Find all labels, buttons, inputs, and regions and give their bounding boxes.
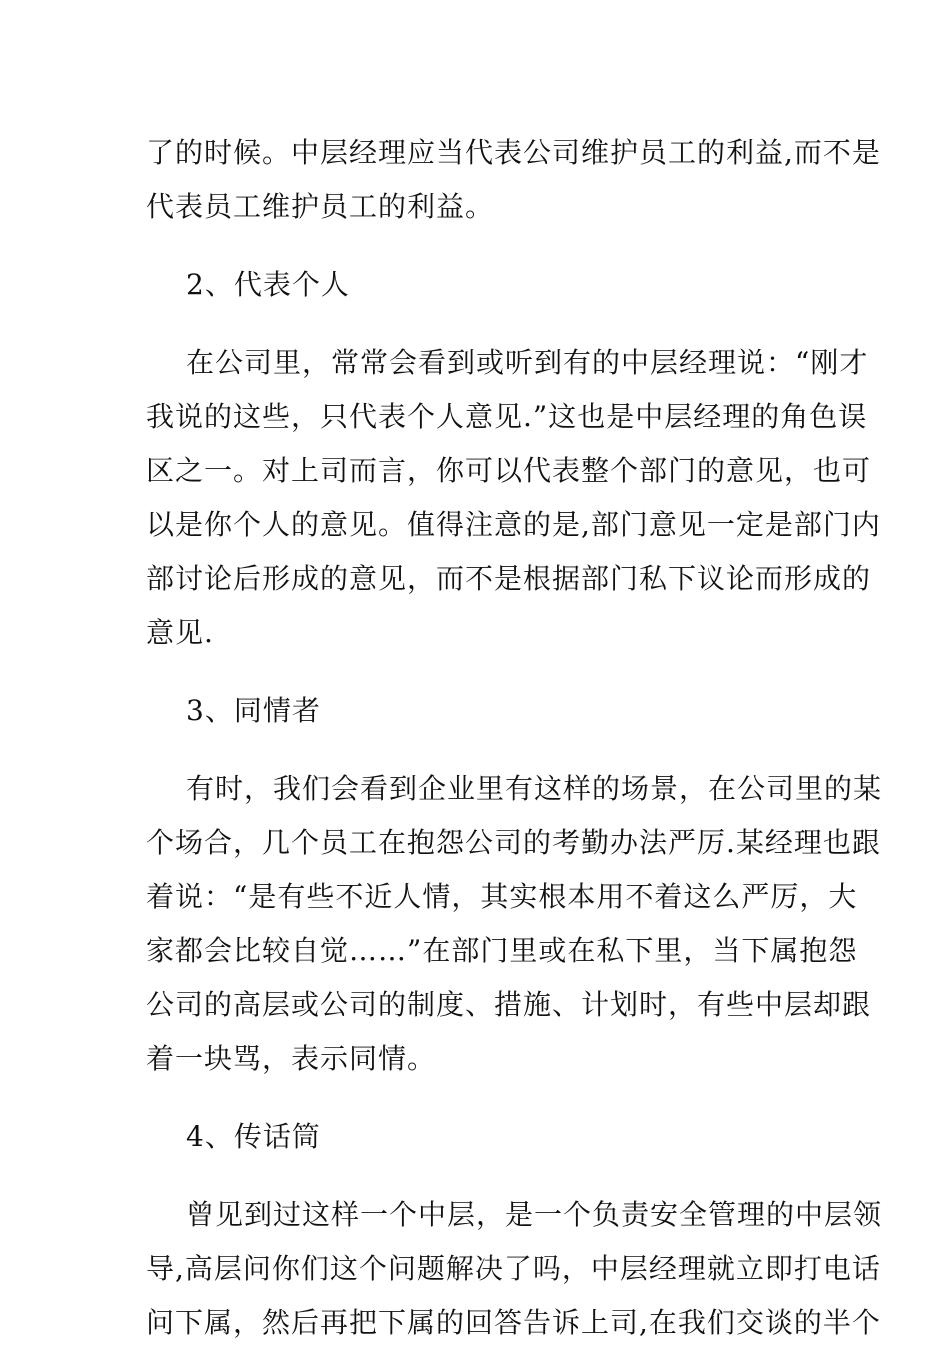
paragraph-2 xyxy=(146,336,881,660)
text-line: 曾见到过这样一个中层，是一个负责安全管理的中层领 xyxy=(186,1198,883,1231)
document-body xyxy=(146,126,883,1350)
text-line: 导,高层问你们这个问题解决了吗，中层经理就立即打电话 xyxy=(146,1252,881,1285)
text-line: 家都会比较自觉……”在部门里或在私下里，当下属抱怨 xyxy=(146,934,858,967)
text-line: 着说：“是有些不近人情，其实根本用不着这么严厉，大 xyxy=(146,880,858,913)
text-line: 着一块骂，表示同情。 xyxy=(146,1042,437,1075)
text-line: 问下属，然后再把下属的回答告诉上司,在我们交谈的半个 xyxy=(146,1306,881,1339)
text-line: 以是你个人的意见。值得注意的是,部门意见一定是部门内 xyxy=(146,508,881,541)
section-heading-4 xyxy=(146,1110,808,1164)
text-line: 了的时候。中层经理应当代表公司维护员工的利益,而不是 xyxy=(146,136,881,169)
paragraph-3 xyxy=(146,762,883,1086)
text-line: 意见. xyxy=(146,616,214,649)
section-heading-2 xyxy=(146,258,808,312)
paragraph-1 xyxy=(146,126,881,234)
text-line: 区之一。对上司而言，你可以代表整个部门的意见，也可 xyxy=(146,454,872,487)
text-line: 部讨论后形成的意见，而不是根据部门私下议论而形成的 xyxy=(146,562,872,595)
text-line: 我说的这些，只代表个人意见.”这也是中层经理的角色误 xyxy=(146,400,868,433)
text-line: 有时，我们会看到企业里有这样的场景，在公司里的某 xyxy=(186,772,883,805)
heading-text: 3、同情者 xyxy=(186,694,321,727)
heading-text: 2、代表个人 xyxy=(186,268,350,301)
paragraph-4 xyxy=(146,1188,883,1350)
text-line: 公司的高层或公司的制度、措施、计划时，有些中层却跟 xyxy=(146,988,872,1021)
text-line: 代表员工维护员工的利益。 xyxy=(146,190,495,223)
text-line: 个场合，几个员工在抱怨公司的考勤办法严厉.某经理也跟 xyxy=(146,826,881,859)
text-line: 在公司里，常常会看到或听到有的中层经理说：“刚才 xyxy=(186,346,869,379)
heading-text: 4、传话筒 xyxy=(186,1120,321,1153)
section-heading-3 xyxy=(146,684,808,738)
